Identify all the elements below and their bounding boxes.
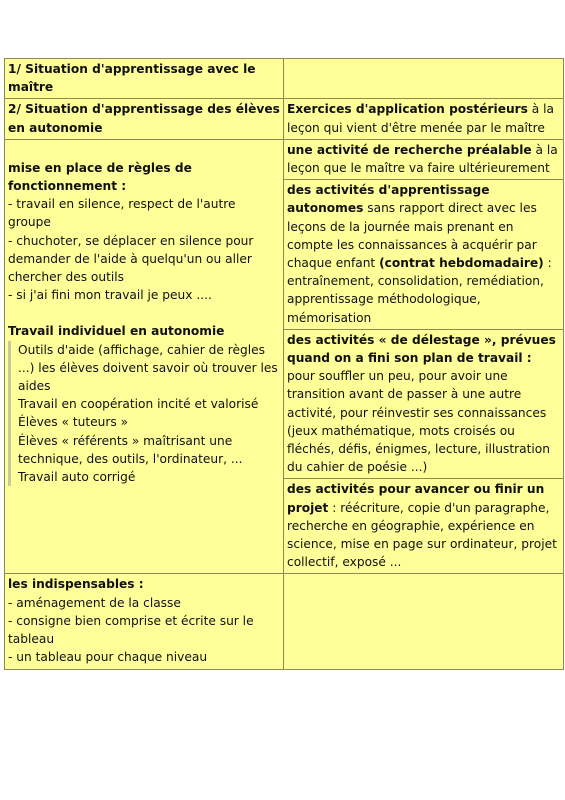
autonomie-item: Élèves « tuteurs »: [8, 413, 280, 431]
activite-autonomes: [284, 180, 563, 330]
exercices-bold: Exercices d'application postérieurs: [287, 102, 528, 117]
activite-delestage: [284, 330, 563, 480]
cell-empty-r1: [284, 59, 564, 99]
cell-situation-maitre: 1/ Situation d'apprentissage avec le maître: [5, 59, 284, 99]
activite-projet: [284, 479, 563, 573]
activite-projet-text: : réécriture, copie d'un paragraphe, recherche en géographie, expérience en science, mise en page sur ordinateur, projet collectif, exposé ...: [287, 500, 557, 570]
activite-delestage-text: pour souffler un peu, pour avoir une transition avant de passer à une autre activité, pour réinvestir ses connaissances (jeux mathématique, mots croisés ou fléchés, défis, énigmes, lecture, illustration du cahier de poésie ...): [287, 369, 550, 475]
regle-item: - travail en silence, respect de l'autre groupe: [8, 197, 236, 230]
autonomie-item: Outils d'aide (affichage, cahier de règles ...) les élèves doivent savoir où trouver les aides: [8, 341, 280, 396]
cell-empty-r4: [284, 574, 564, 669]
activite-recherche-text: à la leçon que le maître va faire ultérieurement: [287, 142, 558, 176]
activite-autonomes-text: sans rapport direct avec les leçons de la journée mais prenant en compte les connaissances à acquérir par chaque enfant: [287, 201, 537, 271]
exercices-text: à la leçon qui vient d'être menée par le maître: [287, 102, 554, 135]
indispensable-item: - aménagement de la classe: [8, 595, 181, 610]
cell-indispensables: [5, 574, 284, 669]
contrat-bold: (contrat hebdomadaire): [379, 256, 544, 271]
row-3: [5, 139, 564, 574]
cell-exercices-application: [284, 99, 564, 139]
activite-projet-bold: des activités pour avancer ou finir un projet: [287, 482, 545, 515]
activite-recherche: [284, 140, 563, 180]
regles-heading: mise en place de règles de fonctionnement :: [8, 160, 192, 194]
regle-item: - chuchoter, se déplacer en silence pour demander de l'aide à quelqu'un ou aller chercher des outils: [8, 233, 254, 285]
spacer: [8, 304, 280, 322]
autonomie-item: Travail auto corrigé: [8, 468, 280, 486]
row-2: [5, 99, 564, 139]
travail-individuel-heading: Travail individuel en autonomie: [8, 324, 225, 339]
indispensable-item: - un tableau pour chaque niveau: [8, 650, 208, 665]
activite-delestage-bold: des activités « de délestage », prévues quand on a fini son plan de travail :: [287, 332, 556, 366]
indispensable-item: - consigne bien comprise et écrite sur le tableau: [8, 613, 254, 647]
activite-autonomes-text2: : entraînement, consolidation, remédiation, apprentissage méthodologique, mémorisation: [287, 256, 552, 325]
autonomie-item: Travail en coopération incité et valorisé: [8, 395, 280, 413]
row-4: [5, 574, 564, 669]
activite-autonomes-bold: des activités d'apprentissage autonomes: [287, 183, 490, 216]
autonomie-item: Élèves « référents » maîtrisant une technique, des outils, l'ordinateur, ...: [8, 432, 280, 468]
cell-regles-travail: [5, 139, 284, 574]
activite-recherche-bold: une activité de recherche préalable: [287, 142, 532, 157]
cell-situation-autonomie: 2/ Situation d'apprentissage des élèves en autonomie: [5, 99, 284, 139]
document-table-wrapper: [4, 58, 559, 670]
pedagogy-table: [4, 58, 564, 670]
regle-item: - si j'ai fini mon travail je peux ....: [8, 288, 212, 303]
cell-activites: [284, 139, 564, 574]
indispensables-heading: les indispensables :: [8, 577, 144, 592]
spacer: [8, 141, 280, 159]
row-1: [5, 59, 564, 99]
